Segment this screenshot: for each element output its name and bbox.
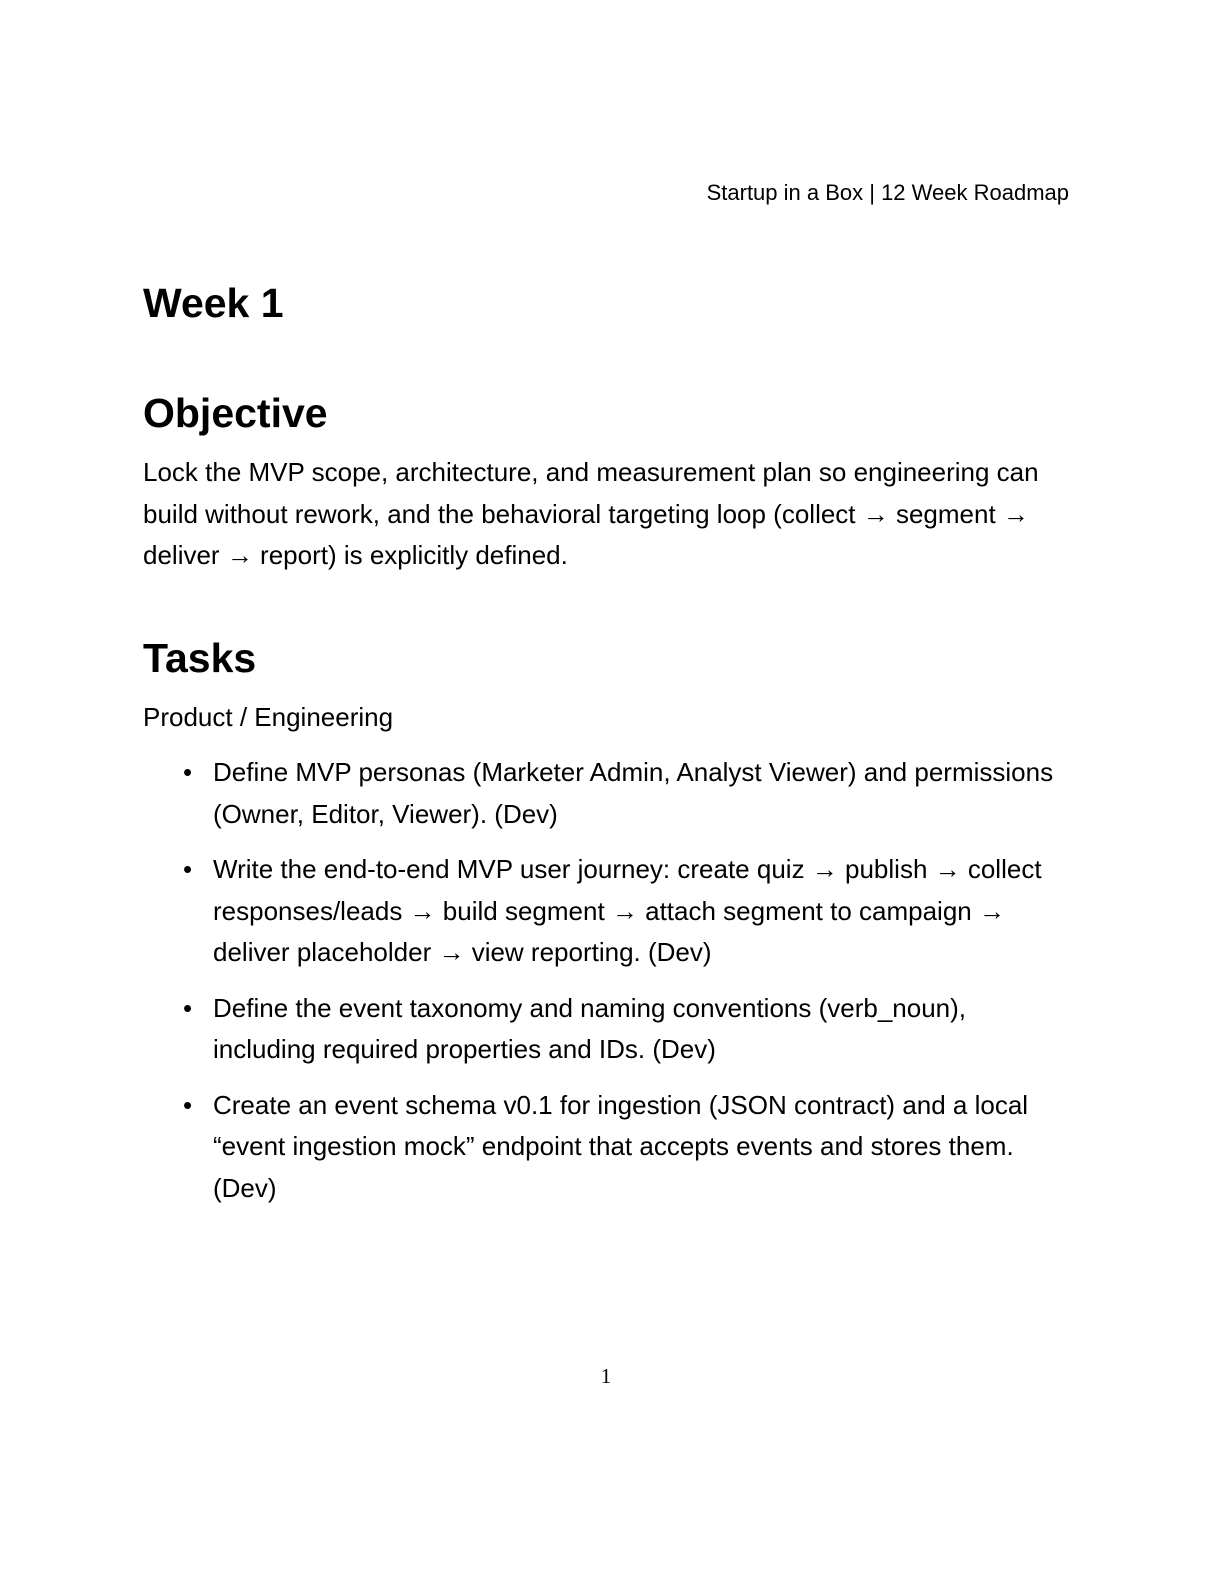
bullet-icon: • xyxy=(183,757,193,787)
bullet-icon: • xyxy=(183,854,193,884)
running-header: Startup in a Box | 12 Week Roadmap xyxy=(706,180,1069,205)
task-item xyxy=(143,988,1073,1071)
objective-heading: Objective xyxy=(143,390,328,436)
objective-text: Lock the MVP scope, architecture, and measurement plan so engineering can build without rework, and the behavioral targeting loop (collect → segment → deliver → report) is explicitly defined. xyxy=(143,457,1039,570)
tasks-heading: Tasks xyxy=(143,634,257,681)
task-text: Define the event taxonomy and naming conventions (verb_noun), including required properties and IDs. (Dev) xyxy=(213,992,967,1064)
bullet-icon: • xyxy=(183,1089,193,1120)
task-text: Define MVP personas (Marketer Admin, Analyst Viewer) and permissions (Owner, Editor, Viewer). (Dev) xyxy=(213,757,1054,829)
task-item xyxy=(143,752,1073,835)
task-item xyxy=(143,1085,1073,1210)
task-group-label: Product / Engineering xyxy=(143,701,394,732)
task-text: Create an event schema v0.1 for ingestion (JSON contract) and a local “event ingestion mock” endpoint that accepts events and stores them. (Dev) xyxy=(213,1089,1029,1203)
task-list xyxy=(143,752,1073,1209)
page-number: 1 xyxy=(600,1364,612,1388)
bullet-icon: • xyxy=(183,992,193,1023)
task-text: Write the end-to-end MVP user journey: create quiz → publish → collect responses/leads → build segment → attach segment to campaign → deliver placeholder → view reporting. (Dev) xyxy=(213,854,1042,967)
task-item xyxy=(143,849,1073,974)
page-content xyxy=(143,272,1073,1223)
week-heading: Week 1 xyxy=(143,280,284,326)
